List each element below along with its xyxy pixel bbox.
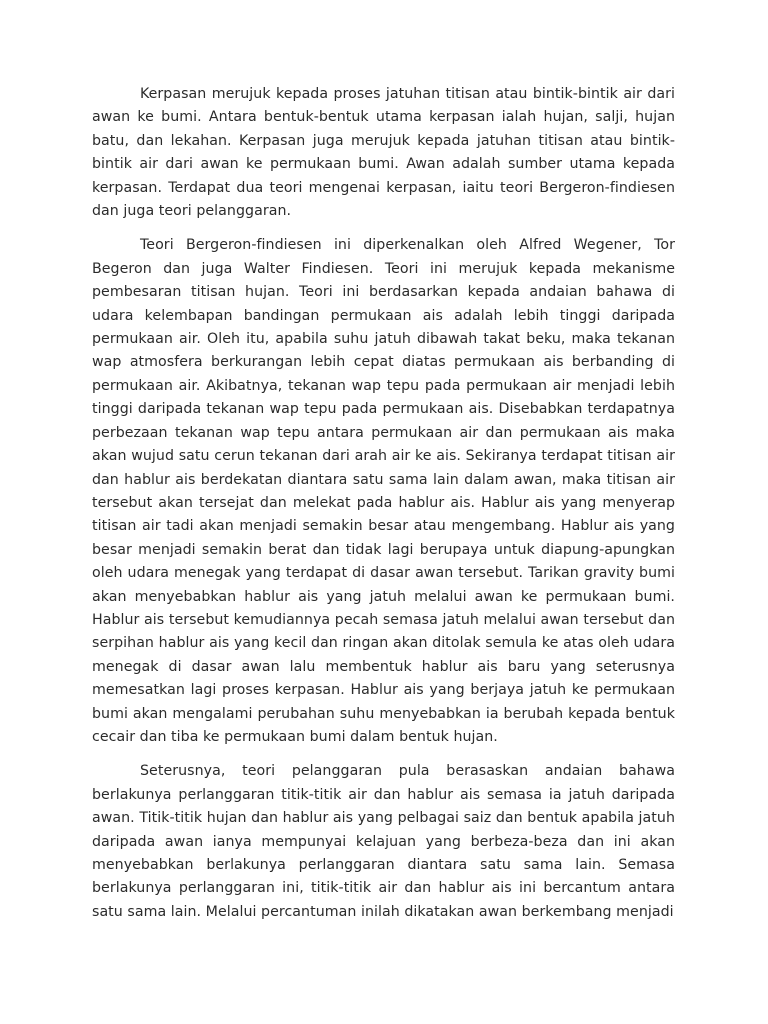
paragraph-bergeron-theory: Teori Bergeron-findiesen ini diperkenalkan oleh Alfred Wegener, Tor Begeron dan juga Walter Findiesen. Teori ini merujuk kepada mekanisme pembesaran titisan hujan. Teori ini berdasarkan kepada andaian bahawa di udara kelembapan bandingan permukaan ais adalah lebih tinggi daripada permukaan air. Oleh itu, apabila suhu jatuh dibawah takat beku, maka tekanan wap atmosfera berkurangan lebih cepat diatas permukaan ais berbanding di permukaan air. Akibatnya, tekanan wap tepu pada permukaan air menjadi lebih tinggi daripada tekanan wap tepu pada permukaan ais. Disebabkan terdapatnya perbezaan tekanan wap tepu antara permukaan air dan permukaan ais maka akan wujud satu cerun tekanan dari arah air ke ais. Sekiranya terdapat titisan air dan hablur ais berdekatan diantara satu sama lain dalam awan, maka titisan air tersebut akan tersejat dan melekat pada hablur ais. Hablur ais yang menyerap titisan air tadi akan menjadi semakin besar atau mengembang. Hablur ais yang besar menjadi semakin berat dan tidak lagi berupaya untuk diapung-apungkan oleh udara menegak yang terdapat di dasar awan tersebut. Tarikan gravity bumi akan menyebabkan hablur ais yang jatuh melalui awan ke permukaan bumi. Hablur ais tersebut kemudiannya pecah semasa jatuh melalui awan tersebut dan serpihan hablur ais yang kecil dan ringan akan ditolak semula ke atas oleh udara menegak di dasar awan lalu membentuk hablur ais baru yang seterusnya memesatkan lagi proses kerpasan. Hablur ais yang berjaya jatuh ke permukaan bumi akan mengalami perubahan suhu menyebabkan ia berubah kepada bentuk cecair dan tiba ke permukaan bumi dalam bentuk hujan. bbox=[92, 237, 675, 745]
paragraph-collision-theory: Seterusnya, teori pelanggaran pula berasaskan andaian bahawa berlakunya perlanggaran titik-titik air dan hablur ais semasa ia jatuh daripada awan. Titik-titik hujan dan hablur ais yang pelbagai saiz dan bentuk apabila jatuh daripada awan ianya mempunyai kelajuan yang berbeza-beza dan ini akan menyebabkan berlakunya perlanggaran diantara satu sama lain. Semasa berlakunya perlanggaran ini, titik-titik air dan hablur ais ini bercantum antara satu sama lain. Melalui percantuman inilah dikatakan awan berkembang menjadi bbox=[92, 763, 675, 920]
document-page bbox=[92, 83, 675, 935]
paragraph-intro: Kerpasan merujuk kepada proses jatuhan titisan atau bintik-bintik air dari awan ke bumi. Antara bentuk-bentuk utama kerpasan ialah hujan, salji, hujan batu, dan lekahan. Kerpasan juga merujuk kepada jatuhan titisan atau bintik-bintik air dari awan ke permukaan bumi. Awan adalah sumber utama kepada kerpasan. Terdapat dua teori mengenai kerpasan, iaitu teori Bergeron-findiesen dan juga teori pelanggaran. bbox=[92, 86, 675, 220]
